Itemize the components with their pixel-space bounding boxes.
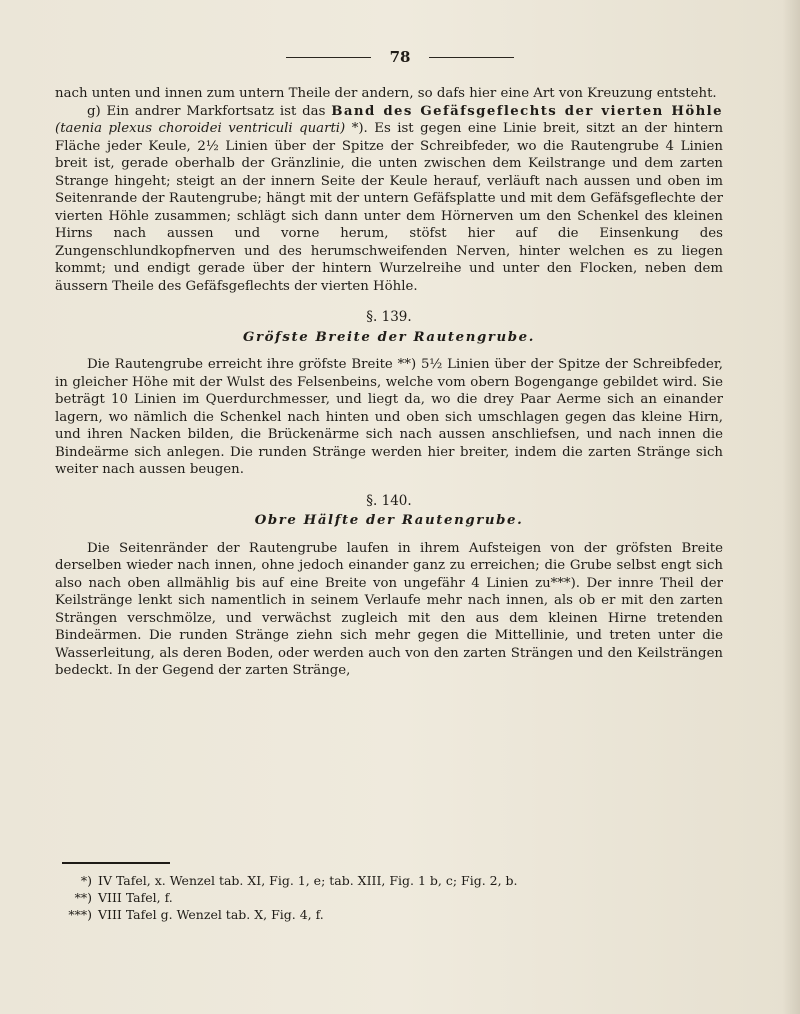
section-139-number: §. 139.: [366, 309, 412, 325]
section-140-title: Obre Hälfte der Rautengrube.: [254, 513, 524, 528]
footnote-mark: *): [80, 873, 92, 888]
footnote-mark: **): [74, 890, 92, 905]
paragraph-g-label: g) Ein andrer Markfortsatz ist das: [87, 103, 326, 119]
footnote-mark: ***): [68, 907, 92, 922]
paragraph-g: [55, 103, 723, 296]
paragraph-g-text: *). Es ist gegen eine Linie breit, sitzt an der hintern Fläche jeder Keule, 2½ Linien über der Spitze der Schreibfeder, wo die Rautengrube 4 Linien breit ist, gerade oberhalb der Gränzlinie, die unten zwischen dem Keilstrange und dem zarten Strange hingeht; steigt an der innern Seite der Keule herauf, verläuft nach aussen und oben im Seitenrande der Rautengrube; hängt mit der untern Gefäfsplatte und mit dem Gefäfsgeflechte der vierten Höhle zusammen; schlägt sich dann unter dem Hörnerven um den Schenkel des kleinen Hirns nach aussen und vorne herum, stöfst hier auf die Einsenkung des Zungenschlundkopfnerven und des herumschweifenden Nerven, hinter welchen es zu liegen kommt; und endigt gerade über der hintern Wurzelreihe und unter den Flocken, neben dem äussern Theile des Gefäfsgeflechts der vierten Höhle.: [55, 121, 724, 294]
paragraph-continuation: nach unten und innen zum untern Theile der andern, so dafs hier eine Art von Kreuzung entsteht.: [55, 86, 717, 101]
page-number: 78: [389, 48, 411, 66]
section-139-text: Die Rautengrube erreicht ihre gröfste Breite **) 5½ Linien über der Spitze der Schreibfeder, in gleicher Höhe mit der Wulst des Felsenbeins, welche vom obern Bogengange gebildet wird. Sie beträgt 10 Linien im Querdurchmesser, und liegt da, wo die drey Paar Aerme sich an einander lagern, wo nämlich die Schenkel nach hinten und oben sich umschlagen gegen das kleine Hirn, und ihren Nacken bilden, die Brückenärme sich nach aussen anschliefsen, und nach innen die Bindeärme sich anlegen. Die runden Stränge werden hier breiter, indem die zarten Stränge sich weiter nach aussen beugen.: [55, 357, 723, 477]
footnote-text: VIII Tafel g. Wenzel tab. X, Fig. 4, f.: [98, 907, 324, 922]
section-140-text: Die Seitenränder der Rautengrube laufen in ihrem Aufsteigen von der gröfsten Breite derselben wieder nach innen, ohne jedoch einander ganz zu erreichen; die Grube selbst engt sich also nach oben allmählig bis auf eine Breite von ungefähr 4 Linien zu***). Der innre Theil der Keilstränge lenkt sich namentlich in seinem Verlaufe mehr nach innen, als ob er mit den zarten Strängen verschmölze, und verwächst zugleich mit den aus dem kleinen Hirne tretenden Bindeärmen. Die runden Stränge ziehn sich mehr gegen die Mittellinie, und treten unter die Wasserleitung, als deren Boden, oder werden auch von den zarten Strängen und den Keilsträngen bedeckt. In der Gegend der zarten Stränge,: [55, 540, 723, 678]
footnote: [62, 906, 722, 923]
footnotes: [62, 872, 722, 923]
header-rule-left: [286, 57, 371, 58]
page-header: [0, 48, 800, 66]
section-140-number: §. 140.: [366, 492, 412, 509]
footnote: [62, 872, 722, 889]
page-edge-shadow: [782, 0, 800, 1014]
section-139-title: Gröfste Breite der Rautengrube.: [243, 329, 535, 345]
footnote: [62, 889, 722, 906]
paragraph-g-latin: (taenia plexus choroidei ventriculi quarti): [55, 121, 346, 136]
main-text: [55, 85, 723, 680]
footnote-text: IV Tafel, x. Wenzel tab. XI, Fig. 1, e; tab. XIII, Fig. 1 b, c; Fig. 2, b.: [98, 873, 518, 888]
header-rule-right: [429, 57, 514, 58]
footnote-text: VIII Tafel, f.: [98, 890, 173, 905]
footnote-divider: [62, 862, 170, 864]
paragraph-g-term: Band des Gefäfsgeflechts der vierten Höhle: [331, 103, 723, 119]
